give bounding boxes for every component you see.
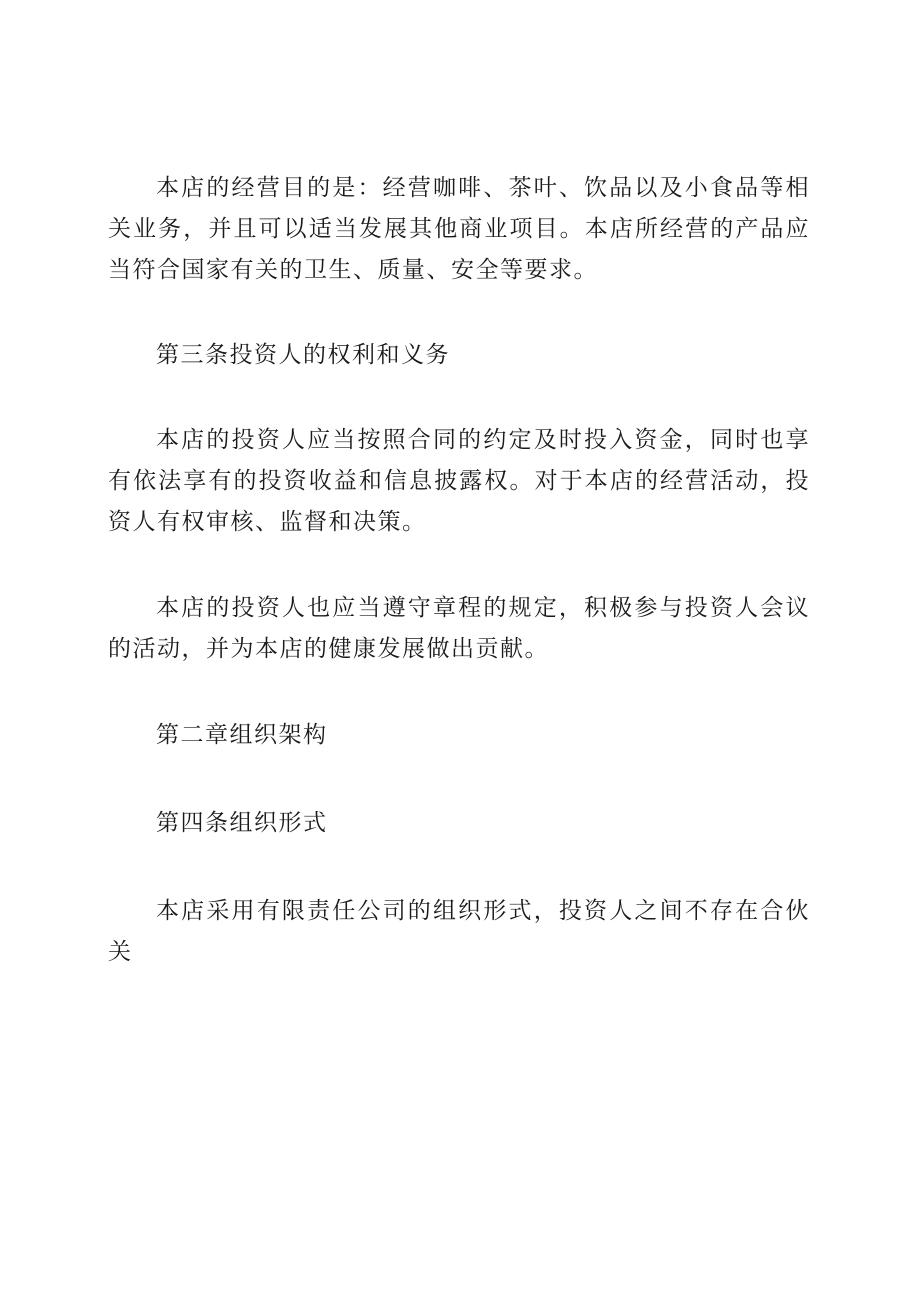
heading-article-3: 第三条投资人的权利和义务 [156, 342, 450, 368]
paragraph-investor-rights: 本店的投资人应当按照合同的约定及时投入资金，同时也享有依法享有的投资收益和信息披露权。对于本店的经营活动，投资人有权审核、监督和决策。 [108, 427, 810, 535]
heading-chapter-2: 第二章组织架构 [156, 722, 328, 748]
heading-article-4: 第四条组织形式 [156, 810, 328, 836]
document-body [108, 168, 810, 973]
paragraph-organization-form: 本店采用有限责任公司的组织形式，投资人之间不存在合伙关 [108, 898, 810, 965]
paragraph-business-purpose: 本店的经营目的是：经营咖啡、茶叶、饮品以及小食品等相关业务，并且可以适当发展其他商业项目。本店所经营的产品应当符合国家有关的卫生、质量、安全等要求。 [108, 175, 810, 283]
paragraph-investor-obligations: 本店的投资人也应当遵守章程的规定，积极参与投资人会议的活动，并为本店的健康发展做出贡献。 [108, 595, 810, 662]
